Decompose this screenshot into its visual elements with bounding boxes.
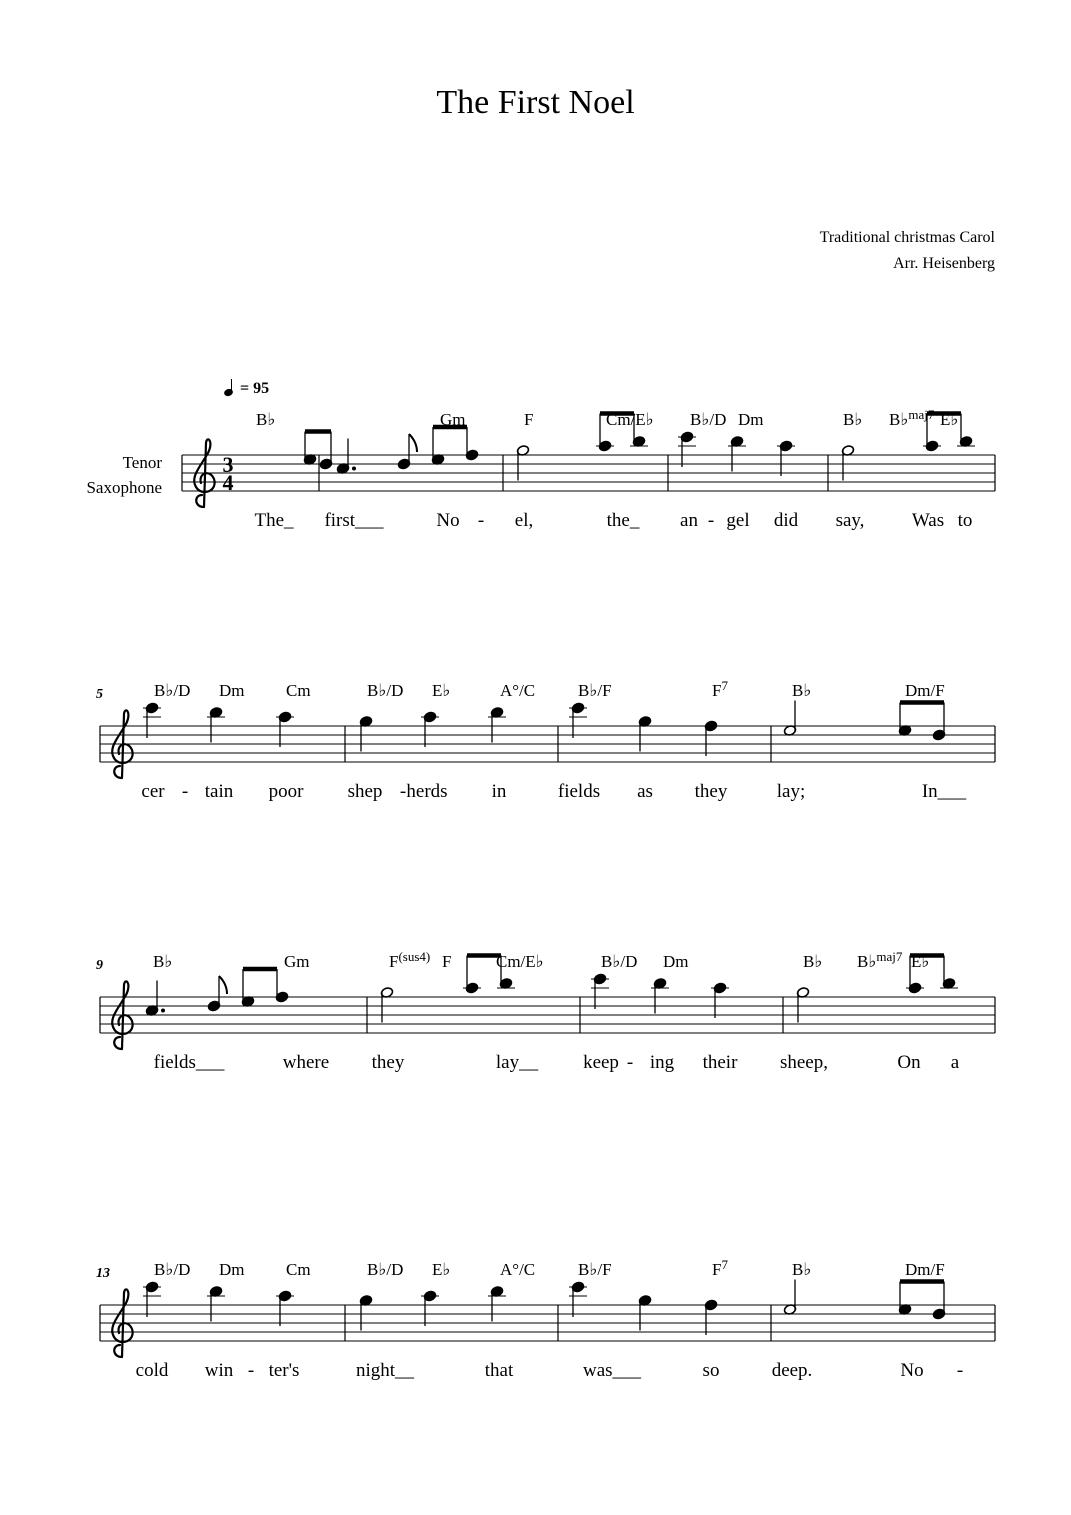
- tempo-value: = 95: [240, 380, 270, 397]
- lyric-syllable: did: [773, 510, 799, 531]
- chord-symbol: B♭/D: [601, 952, 638, 971]
- measure-number: 9: [96, 958, 103, 973]
- chord-symbol: Cm/E♭: [496, 952, 544, 971]
- chord-symbol: $F^7$: [712, 1257, 728, 1279]
- time-signature-top: 3: [222, 452, 234, 477]
- lyric-syllable: first___: [324, 510, 384, 531]
- chord-symbol: Dm: [219, 681, 245, 700]
- composer-credit: Traditional christmas Carol: [819, 229, 995, 246]
- lyric-syllable: ter's: [268, 1360, 300, 1381]
- lyric-syllable: shep: [347, 781, 383, 802]
- measure-number: 13: [96, 1266, 110, 1281]
- chord-symbol: B♭/D: [690, 410, 727, 429]
- lyric-syllable: cer: [141, 781, 165, 802]
- lyric-syllable: tain: [204, 781, 234, 802]
- chord-symbol: B♭: [803, 952, 823, 971]
- lyric-syllable: they: [694, 781, 728, 802]
- lyric-syllable: ing: [649, 1052, 675, 1073]
- lyric-syllable: an: [680, 510, 698, 531]
- chord-symbol: B♭: [792, 681, 812, 700]
- chord-symbol: B♭: [256, 410, 276, 429]
- lyric-syllable: herds: [406, 781, 448, 802]
- lyric-syllable: so: [702, 1360, 720, 1381]
- chord-symbol: E♭: [432, 1260, 451, 1279]
- chord-symbol: B♭/D: [367, 1260, 404, 1279]
- lyric-syllable: say,: [835, 510, 865, 531]
- instrument-name-line2: Saxophone: [86, 478, 162, 497]
- lyric-syllable: their: [702, 1052, 738, 1073]
- lyric-syllable: On: [897, 1052, 921, 1073]
- lyric-syllable: as: [637, 781, 653, 802]
- chord-symbol: B♭/D: [154, 1260, 191, 1279]
- lyric-syllable: No: [436, 510, 460, 531]
- chord-symbol: A°/C: [500, 1260, 536, 1279]
- chord-symbol: B♭: [843, 410, 863, 429]
- lyric-syllable: was___: [582, 1360, 642, 1381]
- chord-symbol: F: [442, 952, 452, 971]
- chord-symbol: B♭: [792, 1260, 812, 1279]
- chord-symbol: E♭: [940, 410, 959, 429]
- lyric-syllable: to: [957, 510, 973, 531]
- lyric-syllable: in: [491, 781, 507, 802]
- lyric-syllable: cold: [135, 1360, 169, 1381]
- chord-symbol: Dm/F: [905, 1260, 945, 1279]
- chord-symbol: B♭/D: [154, 681, 191, 700]
- lyric-syllable: lay;: [776, 781, 806, 802]
- chord-symbol: B♭/D: [367, 681, 404, 700]
- chord-symbol: Dm: [663, 952, 689, 971]
- augmentation-dot: [352, 467, 356, 471]
- lyric-syllable: gel: [726, 510, 750, 531]
- lyric-syllable: fields: [557, 781, 601, 802]
- lyric-syllable: -: [626, 1052, 634, 1073]
- chord-symbol: B♭/F: [578, 1260, 612, 1279]
- lyric-syllable: -: [477, 510, 485, 531]
- chord-symbol: $F^{(sus4)}$: [389, 949, 431, 971]
- chord-symbol: A°/C: [500, 681, 536, 700]
- lyric-syllable: where: [282, 1052, 330, 1073]
- chord-symbol: B♭$^{maj7}$: [857, 949, 903, 971]
- chord-symbol: Dm/F: [905, 681, 945, 700]
- lyric-syllable: fields___: [153, 1052, 225, 1073]
- lyric-syllable: In___: [921, 781, 967, 802]
- measure-number: 5: [96, 687, 103, 702]
- lyric-syllable: that: [484, 1360, 514, 1381]
- chord-symbol: Cm/E♭: [606, 410, 654, 429]
- augmentation-dot: [161, 1009, 165, 1013]
- lyric-syllable: -: [247, 1360, 255, 1381]
- chord-symbol: B♭$^{maj7}$: [889, 407, 935, 429]
- chord-symbol: Dm: [738, 410, 764, 429]
- lyric-syllable: keep: [583, 1052, 619, 1073]
- lyric-syllable: a: [950, 1052, 960, 1073]
- lyric-syllable: the_: [606, 510, 640, 531]
- lyric-syllable: -: [399, 781, 407, 802]
- chord-symbol: Dm: [219, 1260, 245, 1279]
- arranger-credit: Arr. Heisenberg: [893, 255, 995, 272]
- lyric-syllable: -: [956, 1360, 964, 1381]
- lyric-syllable: deep.: [771, 1360, 813, 1381]
- chord-symbol: Cm: [286, 1260, 311, 1279]
- lyric-syllable: -: [707, 510, 715, 531]
- lyric-syllable: poor: [268, 781, 304, 802]
- lyric-syllable: sheep,: [779, 1052, 829, 1073]
- chord-symbol: E♭: [911, 952, 930, 971]
- chord-symbol: E♭: [432, 681, 451, 700]
- time-signature-bottom: 4: [222, 470, 234, 495]
- chord-symbol: F: [524, 410, 534, 429]
- lyric-syllable: win: [204, 1360, 234, 1381]
- chord-symbol: Gm: [440, 410, 466, 429]
- chord-symbol: Gm: [284, 952, 310, 971]
- chord-symbol: B♭/F: [578, 681, 612, 700]
- score-title: The First Noel: [436, 84, 635, 121]
- lyric-syllable: The_: [254, 510, 294, 531]
- chord-symbol: B♭: [153, 952, 173, 971]
- lyric-syllable: el,: [514, 510, 534, 531]
- lyric-syllable: Was: [911, 510, 945, 531]
- lyric-syllable: -: [181, 781, 189, 802]
- instrument-name-line1: Tenor: [122, 453, 162, 472]
- lyric-syllable: lay__: [495, 1052, 539, 1073]
- lyric-syllable: they: [371, 1052, 405, 1073]
- chord-symbol: $F^7$: [712, 678, 728, 700]
- chord-symbol: Cm: [286, 681, 311, 700]
- eighth-flag: [409, 434, 417, 452]
- lyric-syllable: night__: [355, 1360, 415, 1381]
- lyric-syllable: No: [900, 1360, 924, 1381]
- eighth-flag: [219, 976, 227, 994]
